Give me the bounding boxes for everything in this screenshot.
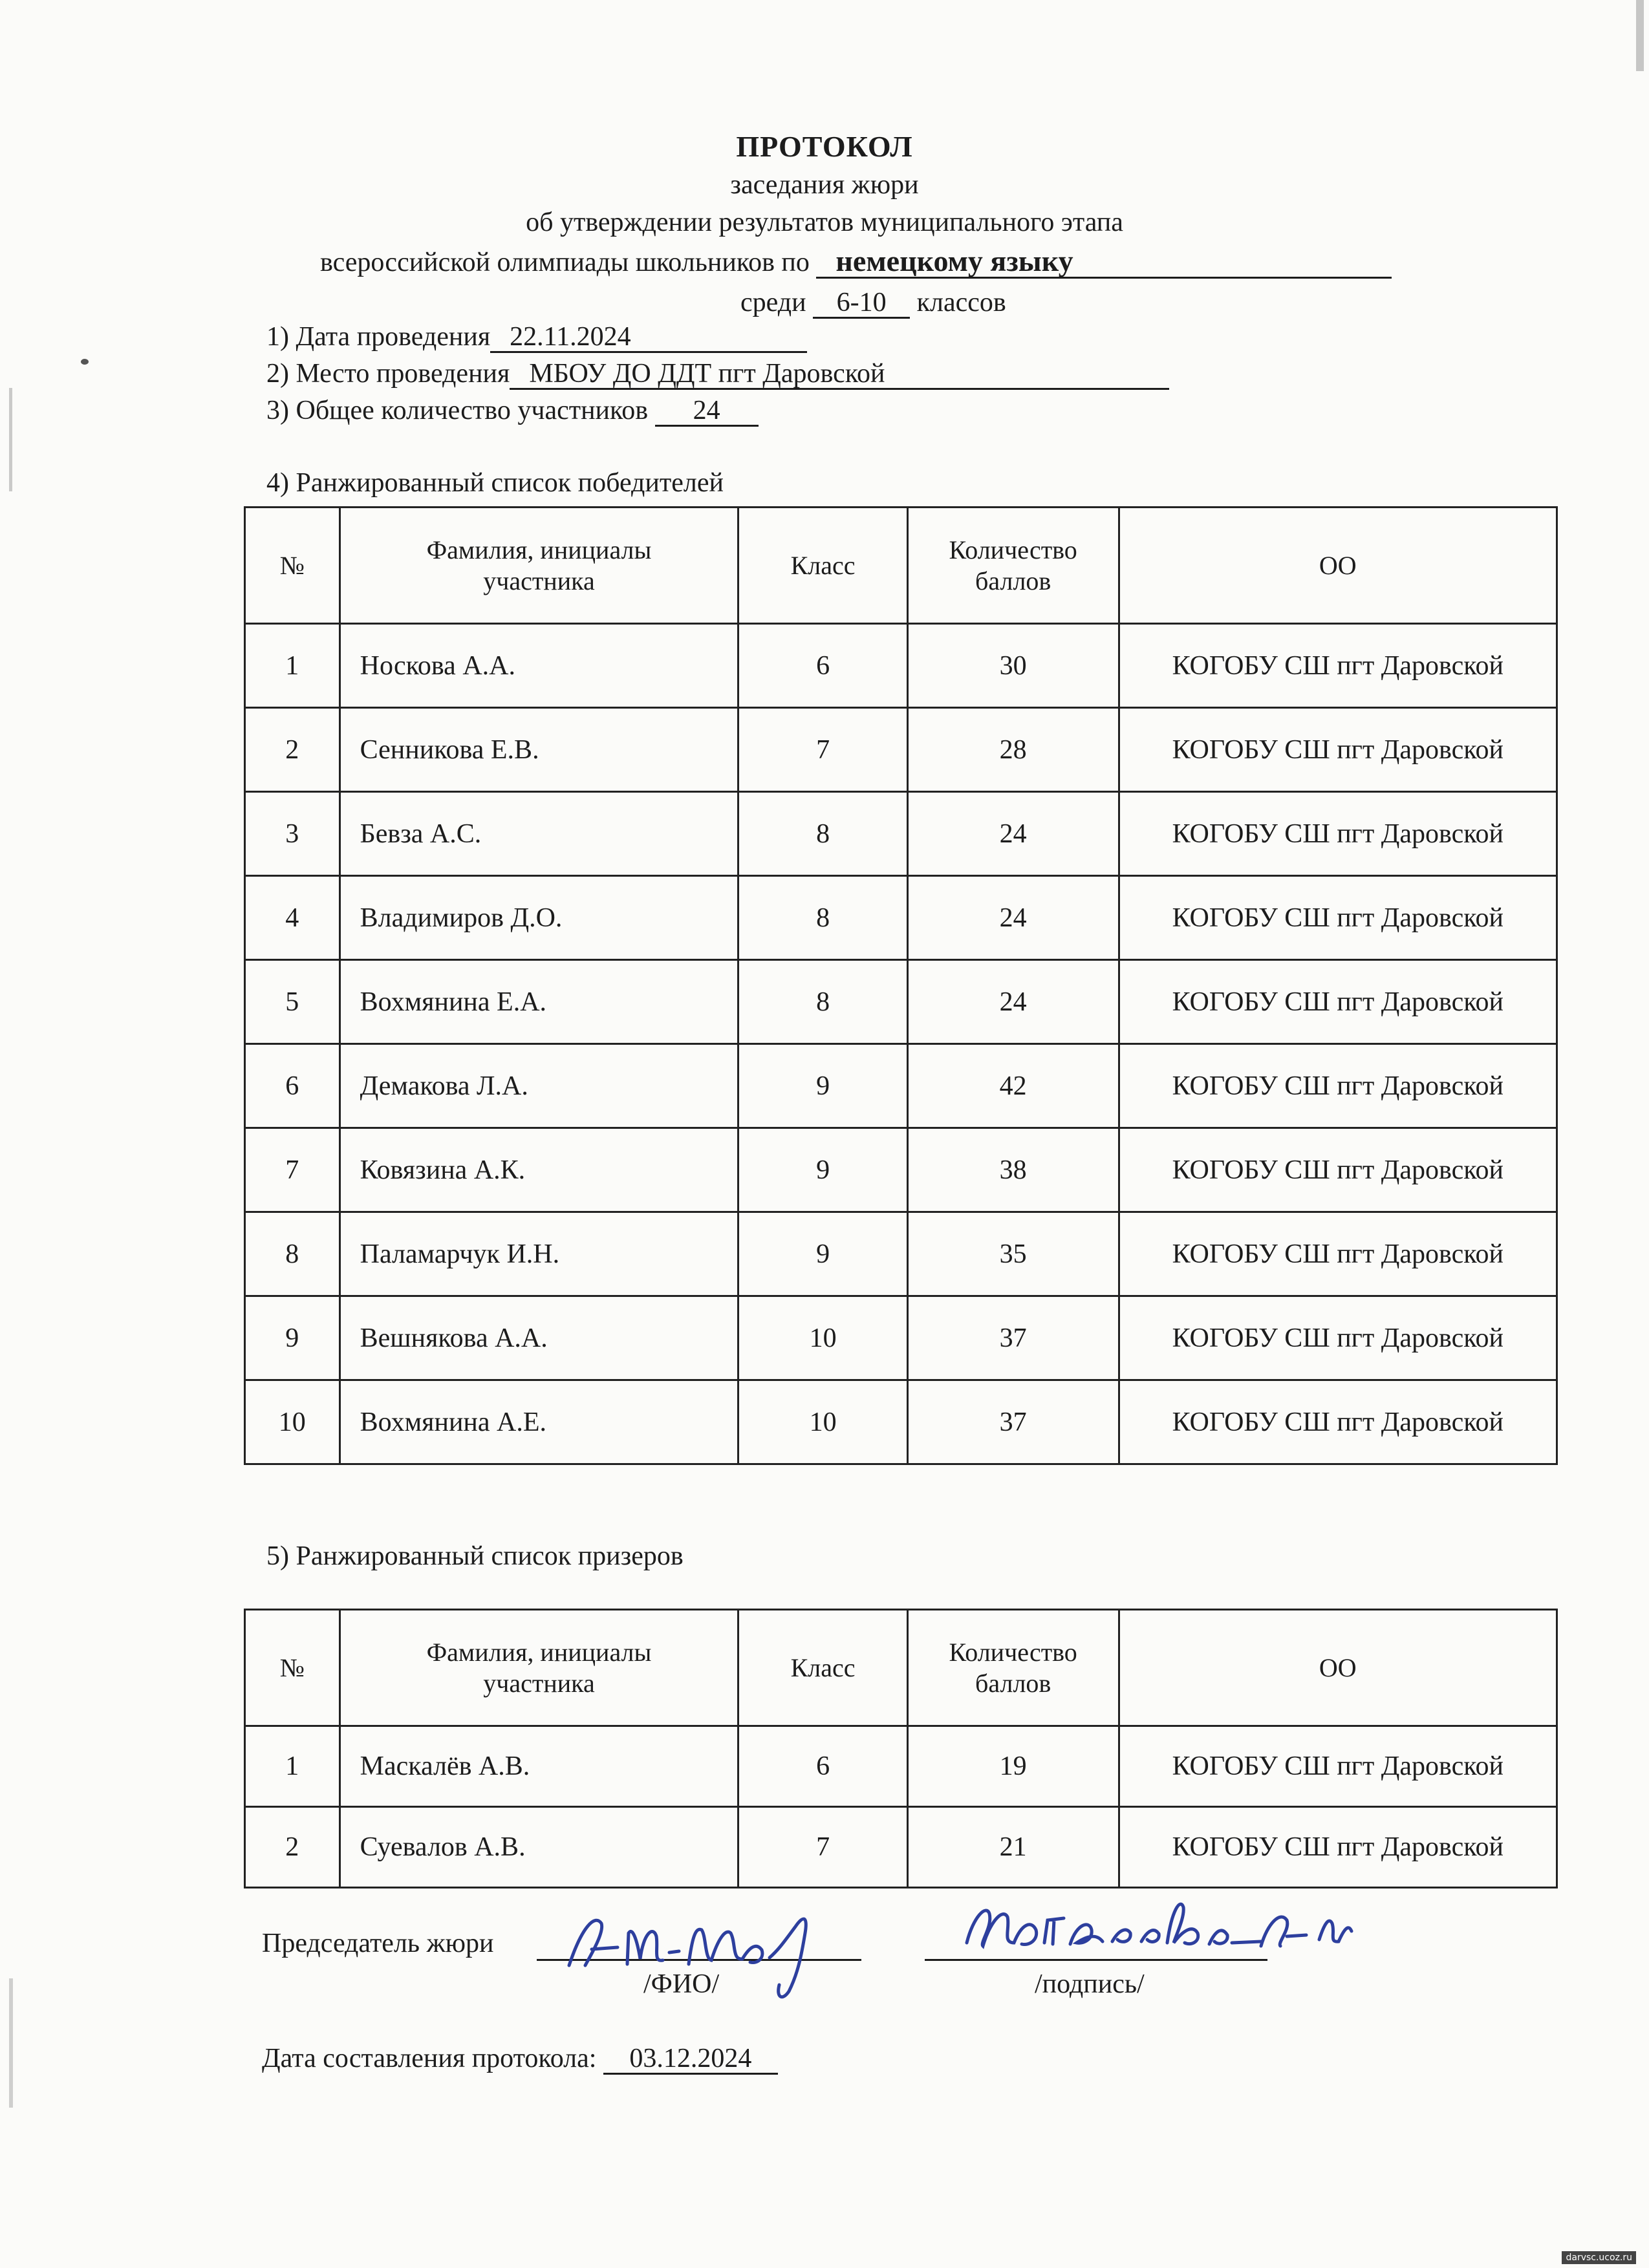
participant-score: 38: [907, 1128, 1119, 1212]
subject-field: немецкому языку: [816, 246, 1392, 279]
participant-name: Вохмянина А.Е.: [339, 1380, 738, 1464]
table-row: [245, 876, 1557, 960]
table-row: [245, 1128, 1557, 1212]
table-row: [245, 960, 1557, 1044]
participant-grade: 9: [738, 1212, 907, 1296]
olympiad-line: [320, 246, 1392, 279]
participant-organization: КОГОБУ СШ пгт Даровской: [1119, 1807, 1557, 1888]
info-date-label: 1) Дата проведения: [266, 322, 491, 352]
signature-caption: /подпись/: [1035, 1969, 1145, 1999]
participant-score: 24: [907, 876, 1119, 960]
participant-name: Ковязина А.К.: [339, 1128, 738, 1212]
participant-organization: КОГОБУ СШ пгт Даровской: [1119, 1212, 1557, 1296]
participant-score: 37: [907, 1296, 1119, 1380]
row-number: 9: [245, 1296, 340, 1380]
info-count-value: 24: [655, 396, 759, 427]
compilation-date-value: 03.12.2024: [603, 2044, 778, 2075]
participant-organization: КОГОБУ СШ пгт Даровской: [1119, 624, 1557, 708]
participant-score: 24: [907, 960, 1119, 1044]
info-place-label: 2) Место проведения: [266, 359, 510, 389]
prizewinners-table: [244, 1609, 1558, 1888]
info-date: [266, 321, 807, 353]
row-number: 10: [245, 1380, 340, 1464]
participant-organization: КОГОБУ СШ пгт Даровской: [1119, 1044, 1557, 1128]
header-name: Фамилия, инициалы участника: [339, 508, 738, 624]
table-row: [245, 1807, 1557, 1888]
prizewinners-section-title: 5) Ранжированный список призеров: [266, 1541, 684, 1571]
participant-grade: 8: [738, 792, 907, 876]
header-score: Количество баллов: [907, 1610, 1119, 1726]
table-row: [245, 792, 1557, 876]
chair-label: Председатель жюри: [262, 1929, 494, 1958]
participant-grade: 7: [738, 708, 907, 792]
participant-organization: КОГОБУ СШ пгт Даровской: [1119, 1726, 1557, 1807]
table-row: [245, 1296, 1557, 1380]
participant-score: 35: [907, 1212, 1119, 1296]
participant-organization: КОГОБУ СШ пгт Даровской: [1119, 876, 1557, 960]
info-count: [266, 395, 759, 427]
row-number: 7: [245, 1128, 340, 1212]
grades-line: [740, 287, 1006, 319]
participant-score: 24: [907, 792, 1119, 876]
row-number: 2: [245, 1807, 340, 1888]
participant-name: Владимиров Д.О.: [339, 876, 738, 960]
header-grade: Класс: [738, 1610, 907, 1726]
participant-grade: 6: [738, 624, 907, 708]
participant-grade: 6: [738, 1726, 907, 1807]
participant-name: Суевалов А.В.: [339, 1807, 738, 1888]
grades-prefix: среди: [740, 288, 806, 317]
row-number: 3: [245, 792, 340, 876]
header-score: Количество баллов: [907, 508, 1119, 624]
winners-table: [244, 506, 1558, 1465]
document-title: ПРОТОКОЛ: [736, 130, 913, 163]
participant-grade: 9: [738, 1044, 907, 1128]
participant-organization: КОГОБУ СШ пгт Даровской: [1119, 960, 1557, 1044]
info-date-value: 22.11.2024: [490, 323, 807, 353]
participant-organization: КОГОБУ СШ пгт Даровской: [1119, 1128, 1557, 1212]
scan-edge-mark: [9, 388, 12, 491]
document-subtitle-2: об утверждении результатов муниципального этапа: [526, 208, 1123, 237]
document-subtitle-1: заседания жюри: [730, 170, 919, 200]
participant-grade: 10: [738, 1380, 907, 1464]
table-row: [245, 1726, 1557, 1807]
compilation-date-label: Дата составления протокола:: [262, 2044, 597, 2073]
table-header-row: [245, 508, 1557, 624]
participant-grade: 9: [738, 1128, 907, 1212]
source-watermark: darvsc.ucoz.ru: [1562, 2251, 1636, 2264]
participant-name: Демакова Л.А.: [339, 1044, 738, 1128]
participant-grade: 8: [738, 876, 907, 960]
participant-name: Сенникова Е.В.: [339, 708, 738, 792]
participant-organization: КОГОБУ СШ пгт Даровской: [1119, 1296, 1557, 1380]
winners-section-title: 4) Ранжированный список победителей: [266, 468, 724, 498]
grades-suffix: классов: [916, 288, 1006, 317]
info-place: [266, 358, 1169, 390]
participant-name: Маскалёв А.В.: [339, 1726, 738, 1807]
participant-grade: 10: [738, 1296, 907, 1380]
table-header-row: [245, 1610, 1557, 1726]
participant-organization: КОГОБУ СШ пгт Даровской: [1119, 708, 1557, 792]
participant-name: Вохмянина Е.А.: [339, 960, 738, 1044]
participant-organization: КОГОБУ СШ пгт Даровской: [1119, 1380, 1557, 1464]
compilation-date: [262, 2043, 778, 2075]
grades-field: 6-10: [813, 288, 910, 319]
scan-speck: [81, 359, 89, 365]
header-org: ОО: [1119, 1610, 1557, 1726]
table-row: [245, 624, 1557, 708]
header-num: №: [245, 1610, 340, 1726]
participant-name: Вешнякова А.А.: [339, 1296, 738, 1380]
row-number: 6: [245, 1044, 340, 1128]
row-number: 5: [245, 960, 340, 1044]
info-place-value: МБОУ ДО ДДТ пгт Даровской: [510, 359, 1169, 390]
participant-grade: 8: [738, 960, 907, 1044]
scan-edge-mark: [9, 1978, 13, 2108]
fio-caption: /ФИО/: [643, 1969, 720, 1999]
scan-edge-mark: [1636, 0, 1644, 71]
participant-name: Бевза А.С.: [339, 792, 738, 876]
participant-score: 30: [907, 624, 1119, 708]
header-name: Фамилия, инициалы участника: [339, 1610, 738, 1726]
handwritten-signature: [957, 1885, 1358, 1969]
participant-score: 42: [907, 1044, 1119, 1128]
participant-grade: 7: [738, 1807, 907, 1888]
header-num: №: [245, 508, 340, 624]
participant-organization: КОГОБУ СШ пгт Даровской: [1119, 792, 1557, 876]
table-row: [245, 1212, 1557, 1296]
participant-score: 19: [907, 1726, 1119, 1807]
table-row: [245, 1380, 1557, 1464]
table-row: [245, 708, 1557, 792]
row-number: 1: [245, 624, 340, 708]
participant-name: Паламарчук И.Н.: [339, 1212, 738, 1296]
participant-score: 28: [907, 708, 1119, 792]
row-number: 1: [245, 1726, 340, 1807]
header-org: ОО: [1119, 508, 1557, 624]
table-row: [245, 1044, 1557, 1128]
row-number: 8: [245, 1212, 340, 1296]
row-number: 4: [245, 876, 340, 960]
header-grade: Класс: [738, 508, 907, 624]
participant-name: Носкова А.А.: [339, 624, 738, 708]
participant-score: 37: [907, 1380, 1119, 1464]
olympiad-prefix: всероссийской олимпиады школьников по: [320, 248, 810, 277]
row-number: 2: [245, 708, 340, 792]
participant-score: 21: [907, 1807, 1119, 1888]
info-count-label: 3) Общее количество участников: [266, 396, 649, 425]
